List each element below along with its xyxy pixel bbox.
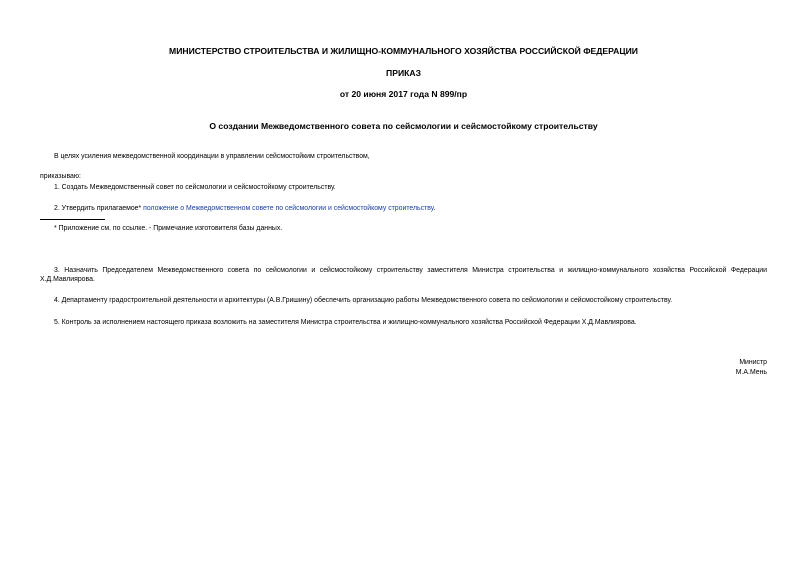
preamble-text: В целях усиления межведомственной координации в управлении сейсмостойким строительством, bbox=[54, 153, 370, 160]
document-type: ПРИКАЗ bbox=[386, 68, 421, 78]
regulation-link[interactable]: положение о Межведомственном совете по сейсмологии и сейсмостойкому строительству bbox=[143, 205, 434, 212]
order-item-4: 4. Департаменту градостроительной деятельности и архитектуры (А.В.Гришину) обеспечить организацию работы Межведомственного совета по сейсмологии и сейсмостойкому строительству. bbox=[54, 297, 673, 304]
signature-position: Министр bbox=[739, 359, 767, 366]
order-item-2-prefix: 2. Утвердить прилагаемое* bbox=[54, 205, 144, 212]
document-title: О создании Межведомственного совета по сейсмологии и сейсмостойкому строительству bbox=[209, 121, 598, 131]
footnote-text: * Приложение см. по ссылке. - Примечание изготовителя базы данных. bbox=[54, 225, 283, 232]
order-item-5: 5. Контроль за исполнением настоящего приказа возложить на заместителя Министра строительства и жилищно-коммунального хозяйства Российской Федерации Х.Д.Мавлиярова. bbox=[54, 319, 637, 326]
order-item-2 bbox=[54, 204, 435, 213]
order-word: приказываю: bbox=[40, 173, 81, 180]
order-item-3: 3. Назначить Председателем Межведомственного совета по сейсмологии и сейсмостойкому строительству заместителя Министра строительства и жилищно-коммунального хозяйства Российской Федерации Х.Д.Мавлиярова. bbox=[40, 267, 767, 283]
footnote-divider bbox=[40, 219, 105, 220]
ministry-heading: МИНИСТЕРСТВО СТРОИТЕЛЬСТВА И ЖИЛИЩНО-КОММУНАЛЬНОГО ХОЗЯЙСТВА РОССИЙСКОЙ ФЕДЕРАЦИИ bbox=[169, 46, 638, 56]
signature-name: М.А.Мень bbox=[735, 369, 767, 376]
order-item-2-suffix: . bbox=[433, 205, 436, 212]
document-date-number: от 20 июня 2017 года N 899/пр bbox=[339, 89, 468, 99]
order-item-1: 1. Создать Межведомственный совет по сейсмологии и сейсмостойкому строительству. bbox=[54, 184, 336, 191]
